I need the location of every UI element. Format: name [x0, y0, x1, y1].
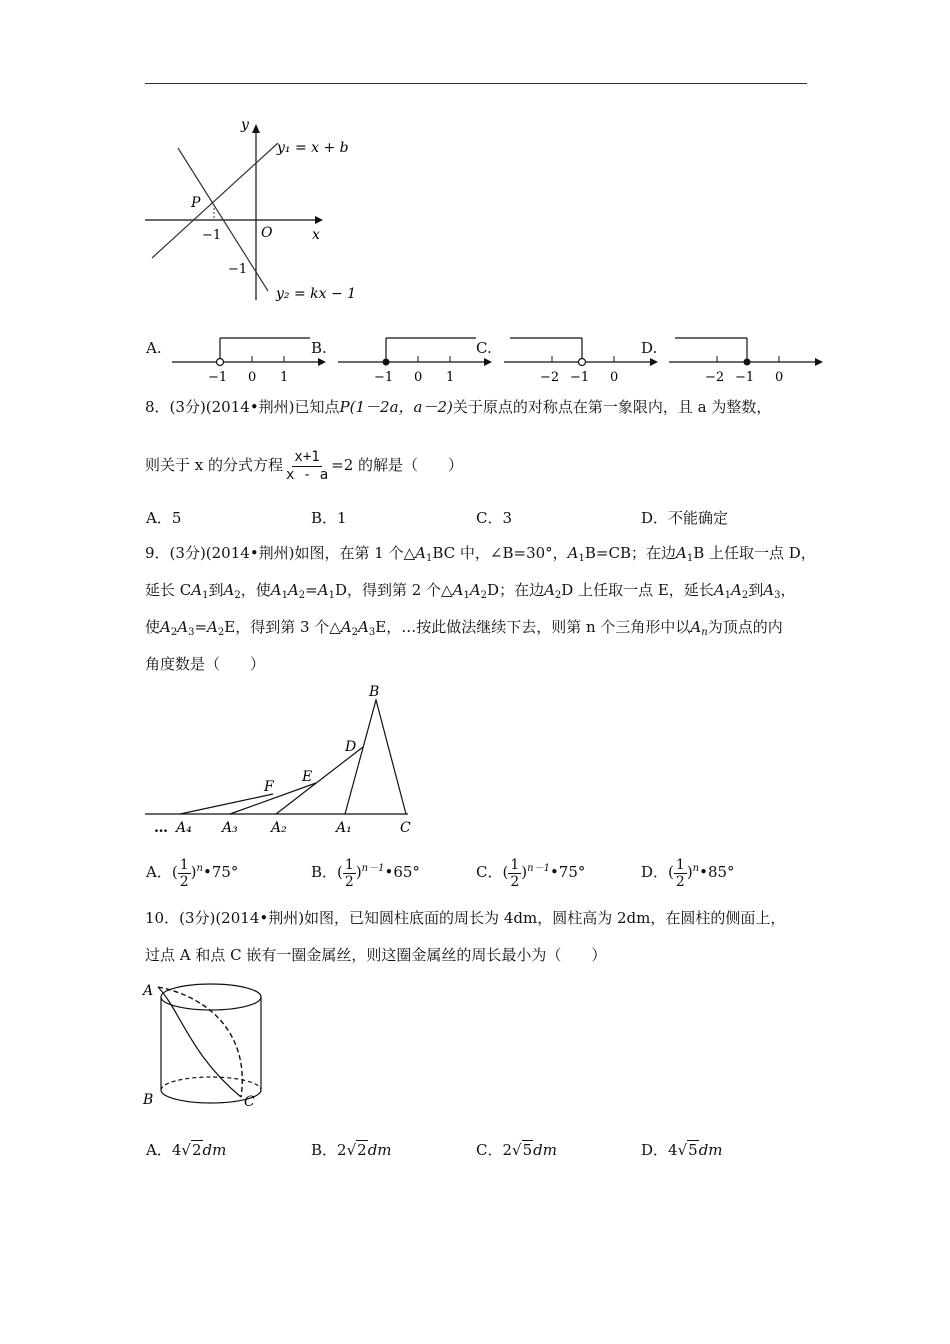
q8-stem-line1: 8．(3分)(2014•荆州)已知点P(1－2a，a－2)关于原点的对称点在第一象限内，且 a 为整数， [145, 398, 772, 416]
svg-text:A₄: A₄ [176, 820, 192, 836]
svg-text:−1: −1 [208, 370, 228, 384]
q7-option-b-numberline[interactable] [336, 332, 496, 384]
cylinder-bottom-back [161, 1077, 261, 1090]
x-axis-arrow-icon [315, 216, 323, 224]
q9-option-d[interactable]: D．( $\frac{1}{2}$ )$^n$•85° [641, 856, 735, 890]
arrow-right-icon [484, 358, 492, 366]
svg-text:−2: −2 [540, 370, 560, 384]
svg-text:D: D [345, 739, 357, 755]
cylinder-top [161, 984, 261, 1010]
q10-stem-line1: 10．(3分)(2014•荆州)如图，已知圆柱底面的周长为 4dm，圆柱高为 2dm，在圆柱的侧面上， [145, 909, 786, 927]
y-axis-arrow-icon [252, 124, 260, 133]
svg-text:−1: −1 [374, 370, 394, 384]
point-p-label: P [191, 195, 201, 211]
svg-text:C: C [244, 1094, 255, 1110]
q10-stem-line2: 过点 A 和点 C 嵌有一圈金属丝，则这圈金属丝的周长最小为（ ） [145, 946, 607, 964]
svg-text:0: 0 [248, 370, 257, 384]
open-dot-icon [217, 359, 224, 366]
q7-option-c-numberline[interactable] [502, 332, 662, 384]
q8-option-c[interactable]: C．3 [476, 509, 513, 527]
q7-graph [140, 115, 380, 310]
arrow-right-icon [318, 358, 326, 366]
svg-text:−1: −1 [735, 370, 755, 384]
line2-label: y₂ = kx − 1 [276, 286, 357, 302]
header-rule [145, 83, 807, 84]
filled-dot-icon [383, 359, 390, 366]
q7-option-a-letter[interactable]: A. [146, 339, 162, 357]
x-axis-label: x [312, 227, 320, 243]
tick-x-label: −1 [202, 228, 222, 243]
q9-triangle-figure [140, 680, 430, 840]
filled-dot-icon [744, 359, 751, 366]
q8-option-d[interactable]: D．不能确定 [641, 509, 729, 527]
svg-text:B: B [143, 1092, 154, 1108]
q10-option-d[interactable]: D．4√5dm [641, 1141, 723, 1159]
svg-text:A₂: A₂ [271, 820, 287, 836]
q8-option-a[interactable]: A．5 [146, 509, 182, 527]
q7-option-d-numberline[interactable] [667, 332, 827, 384]
line1-label: y₁ = x + b [277, 140, 349, 156]
q9-option-c[interactable]: C．( $\frac{1}{2}$ )$^{n-1}$•75° [476, 856, 586, 890]
svg-text:A₁: A₁ [336, 820, 352, 836]
q8-option-b[interactable]: B．1 [311, 509, 347, 527]
q7-option-a-numberline[interactable] [170, 332, 330, 384]
arrow-right-icon [650, 358, 658, 366]
arrow-right-icon [815, 358, 823, 366]
q9-stem-line3: 使$A_2A_3=A_2E$，得到第 3 个$\triangle A_2A_3E$，…按此做法继续下去，则第 n 个三角形中以$A_n$为顶点的内 [145, 618, 783, 638]
svg-text:E: E [302, 769, 313, 785]
svg-text:1: 1 [446, 370, 455, 384]
svg-text:F: F [264, 779, 274, 795]
svg-text:A₃: A₃ [222, 820, 238, 836]
svg-text:C: C [400, 820, 411, 836]
q9-option-b[interactable]: B．( $\frac{1}{2}$ )$^{n-1}$•65° [311, 856, 420, 890]
svg-text:−1: −1 [570, 370, 590, 384]
q10-option-b[interactable]: B．2√2dm [311, 1141, 392, 1159]
q8-fraction: $\frac{x+1}{x - a}$ [286, 448, 329, 483]
q7-option-c-letter[interactable]: C. [476, 339, 492, 357]
q10-cylinder-figure [140, 975, 265, 1115]
q7-option-b-letter[interactable]: B. [311, 339, 327, 357]
q10-option-c[interactable]: C．2√5dm [476, 1141, 557, 1159]
svg-text:A: A [143, 983, 154, 999]
q9-stem-line2: 延长 $CA_1$到$A_2$，使$A_1A_2=A_1D$，得到第 2 个$\triangle A_1A_2D$；在边$A_2D$ 上任取一点 E，延长$A_1A_2$到$A_3$， [145, 581, 796, 601]
y-axis-label: y [241, 117, 249, 133]
q9-stem-line4: 角度数是（ ） [145, 655, 266, 673]
svg-text:…: … [154, 820, 168, 836]
svg-text:0: 0 [414, 370, 423, 384]
q9-option-a[interactable]: A．( $\frac{1}{2}$ )$^n$•75° [146, 856, 239, 890]
tick-y-label: −1 [228, 262, 248, 277]
svg-text:−2: −2 [705, 370, 725, 384]
svg-text:1: 1 [280, 370, 289, 384]
q7-option-d-letter[interactable]: D. [641, 339, 658, 357]
origin-label: O [261, 225, 273, 241]
q10-option-a[interactable]: A．4√2dm [146, 1141, 227, 1159]
triangle-a1bc [345, 700, 406, 814]
q9-stem-line1: 9．(3分)(2014•荆州)如图，在第 1 个$\triangle A_1BC$ 中，∠B=30°，$A_1B=CB$；在边$A_1B$ 上任取一点 D， [145, 544, 816, 564]
svg-text:0: 0 [775, 370, 784, 384]
svg-text:B: B [369, 684, 380, 700]
open-dot-icon [579, 359, 586, 366]
svg-text:0: 0 [610, 370, 619, 384]
q8-stem-line2: 则关于 x 的分式方程 $\frac{x+1}{x - a}$ =2 的解是（ ） [145, 448, 464, 483]
